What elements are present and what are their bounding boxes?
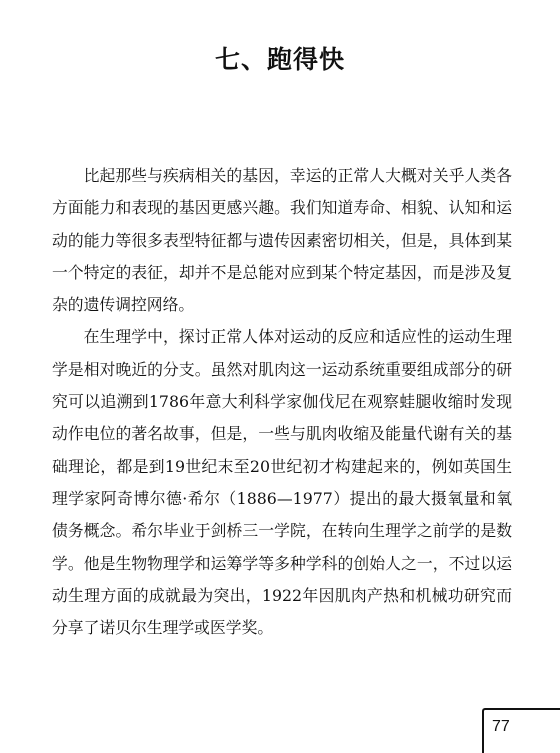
paragraph-2: 在生理学中，探讨正常人体对运动的反应和适应性的运动生理学是相对晚近的分支。虽然对肌肉这一运动系统重要组成部分的研究可以追溯到1786年意大利科学家伽伐尼在观察蛙腿收缩时发现动作电位的著名故事，但是，一些与肌肉收缩及能量代谢有关的基础理论，都是到19世纪末至20世纪初才构建起来的，例如英国生理学家阿奇博尔德·希尔（1886—1977）提出的最大摄氧量和氧债务概念。希尔毕业于剑桥三一学院，在转向生理学之前学的是数学。他是生物物理学和运筹学等多种学科的创始人之一，不过以运动生理方面的成就最为突出，1922年因肌肉产热和机械功研究而分享了诺贝尔生理学或医学奖。 <box>52 327 512 638</box>
chapter-title: 七、跑得快 <box>214 45 345 74</box>
paragraph-1: 比起那些与疾病相关的基因，幸运的正常人大概对关乎人类各方面能力和表现的基因更感兴趣。我们知道寿命、相貌、认知和运动的能力等很多表型特征都与遗传因素密切相关，但是，具体到某一个特定的表征，却并不是总能对应到某个特定基因，而是涉及复杂的遗传调控网络。 <box>52 166 512 315</box>
page-number-frame <box>482 708 560 753</box>
page-number: 77 <box>492 718 510 735</box>
body-text <box>52 160 512 644</box>
